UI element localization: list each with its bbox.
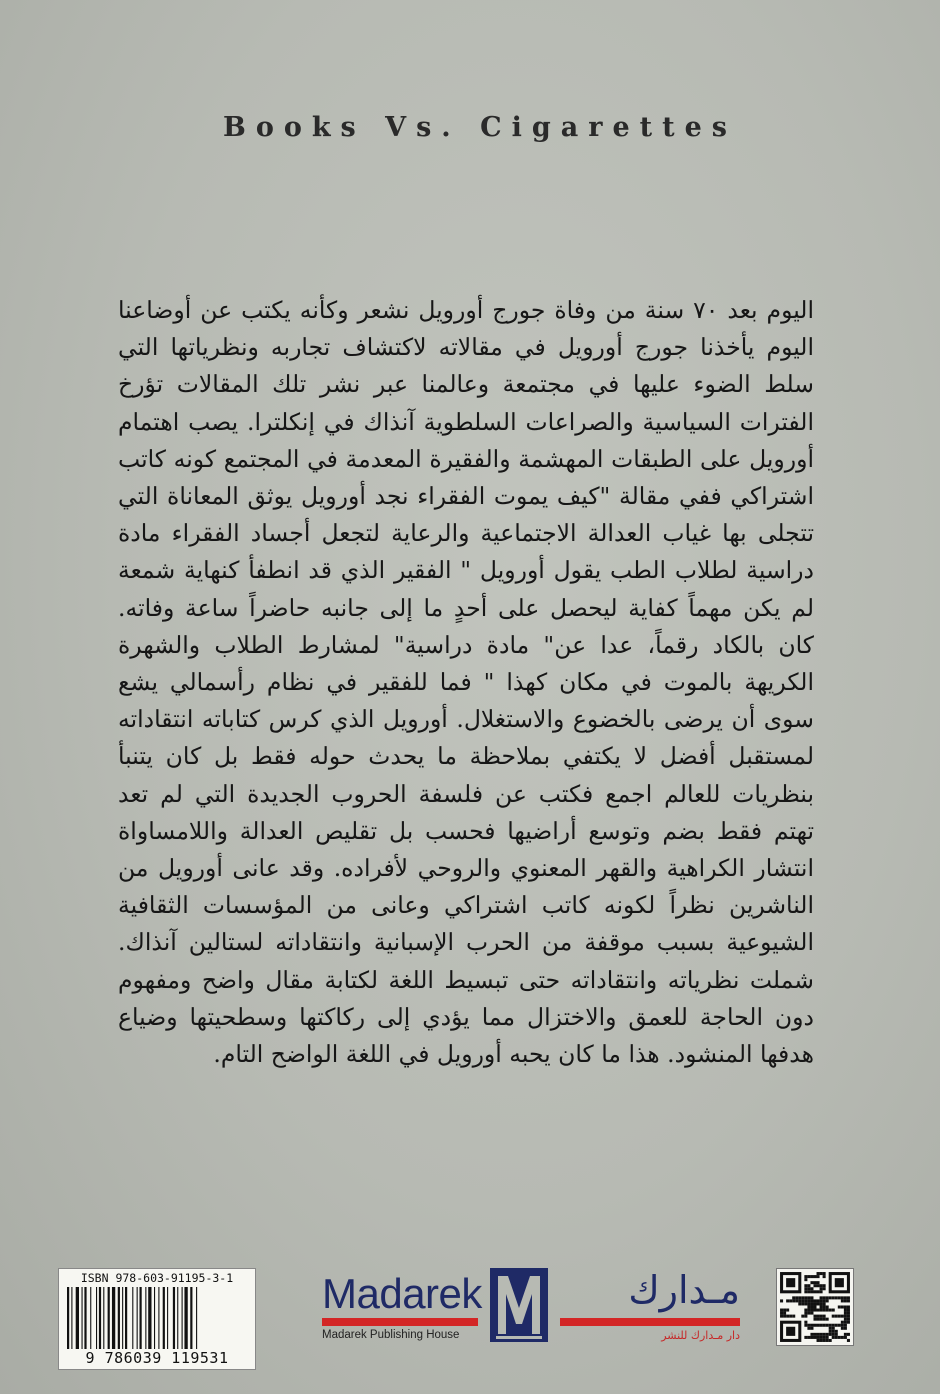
publisher-red-bar [322, 1318, 478, 1326]
blurb-text [118, 292, 814, 1092]
publisher-logo-icon [490, 1268, 548, 1342]
barcode-icon [67, 1287, 247, 1349]
qr-code-icon [776, 1268, 854, 1346]
publisher-red-bar-ar [560, 1318, 740, 1326]
cover-title: Books Vs. Cigarettes [223, 112, 737, 143]
isbn-barcode [58, 1268, 256, 1370]
isbn-label: ISBN 978-603-91195-3-1 [80, 1271, 234, 1285]
publisher-house-ar: دار مـدارك للنشر [661, 1329, 740, 1342]
publisher-name-en: Madarek [322, 1270, 482, 1317]
blurb-paragraph: اليوم بعد ٧٠ سنة من وفاة جورج أورويل نشعر وكأنه يكتب عن أوضاعنا اليوم يأخذنا جورج أورويل في مقالاته لاكتشاف تجاربه ونظرياتها التي سلط الضوء عليها في مجتمعة وعالمنا عبر نشر تلك المقالات تؤرخ الفترات السياسية والصراعات السلطوية آنذاك في إنكلترا. يصب اهتمام أورويل على الطبقات المهشمة والفقيرة المعدمة في المجتمع كونه كاتب اشتراكي ففي مقالة "كيف يموت الفقراء نجد أورويل يوثق المعاناة التي تتجلى بها غياب العدالة الاجتماعية والرعاية لتجعل أجساد الفقراء مادة دراسية لطلاب الطب يقول أورويل " الفقير الذي قد انطفأ كنهاية شمعة لم يكن مهماً كفاية ليحصل على أحدٍ ما إلى جانبه حاضراً ساعة وفاته. كان بالكاد رقماً، عدا عن" مادة دراسية" لمشارط الطلاب والشهرة الكريهة بالموت في مكان كهذا " فما للفقير في نظام رأسمالي يشع سوى أن يرضى بالخضوع والاستغلال. أورويل الذي كرس كتاباته انتقاداته لمستقبل أفضل لا يكتفي بملاحظة ما يحدث حوله فقط بل كان يتنبأ بنظريات للعالم اجمع فكتب عن فلسفة الحروب الجديدة التي لم تعد تهتم فقط بضم وتوسع أراضيها فحسب بل تقليص العدالة واللامساواة انتشار الكراهية والقهر المعنوي والروحي لأفراده. وقد عانى أورويل من الناشرين نظراً لكونه كاتب اشتراكي وعانى من المؤسسات الثقافية الشيوعية بسبب موقفة من الحرب الإسبانية وانتقاداته لستالين آنذاك. شملت نظرياته وانتقاداته حتى تبسيط اللغة لكتابة مقال واضح ومفهوم دون الحاجة للعمق والاختزال مما يؤدي إلى ركاكتها وسطحيتها وضياع هدفها المنشود. هذا ما كان يحبه أورويل في اللغة الواضح التام. [118, 296, 814, 1069]
publisher-house-en: Madarek Publishing House [322, 1329, 460, 1341]
barcode-digits: 9 786039 119531 [85, 1349, 229, 1367]
publisher-name-ar: مـدارك [628, 1268, 740, 1312]
